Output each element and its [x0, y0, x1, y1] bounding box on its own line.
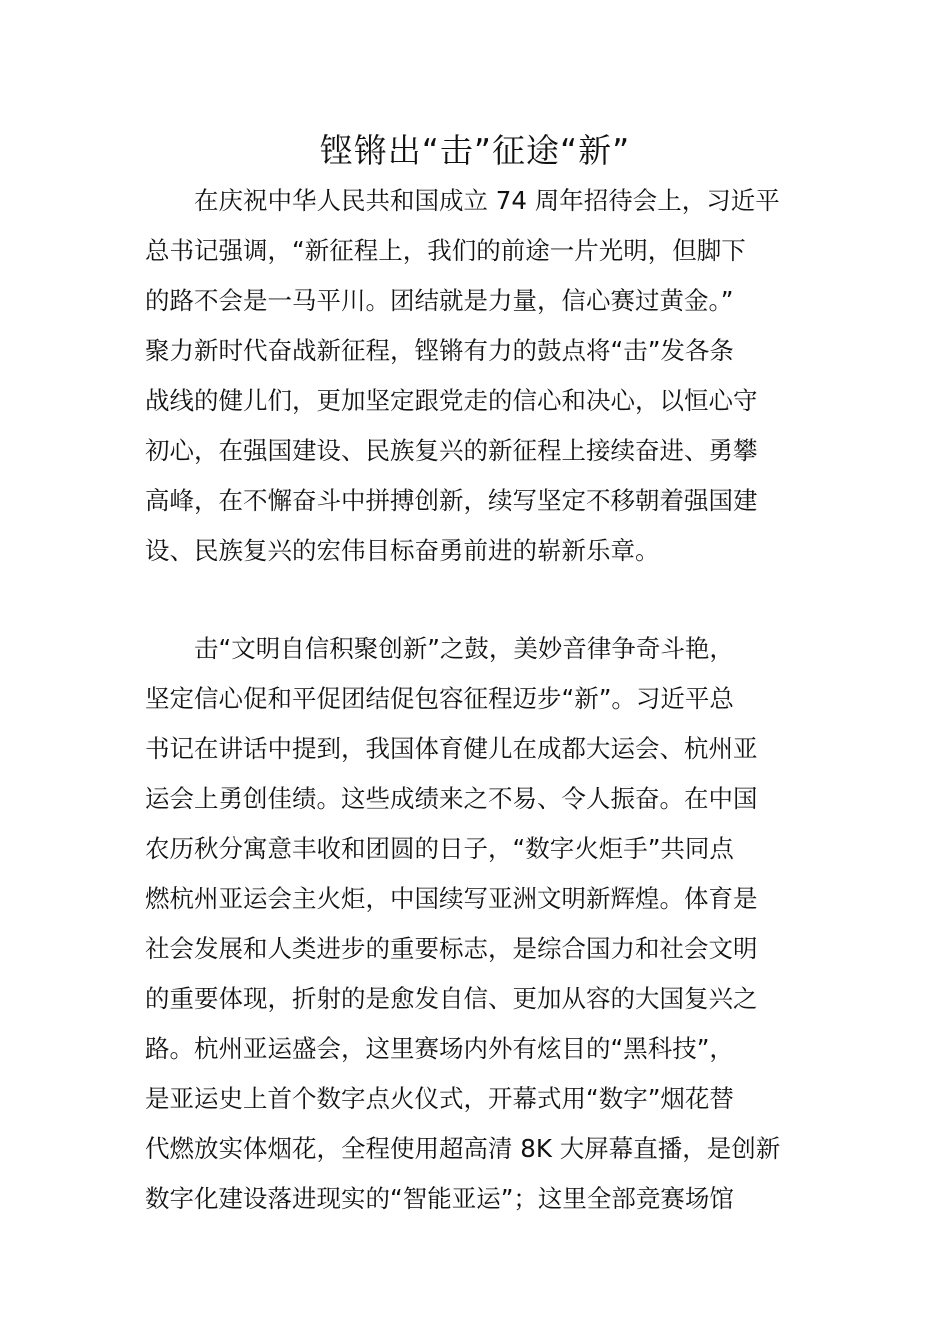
- text-line: 数字化建设落进现实的“智能亚运”；这里全部竞赛场馆: [145, 1184, 734, 1213]
- text-line: 在庆祝中华人民共和国成立 74 周年招待会上，习近平: [145, 186, 780, 215]
- document-title: 铿锵出“击”征途“新”: [319, 131, 631, 170]
- text-line: 的重要体现，折射的是愈发自信、更加从容的大国复兴之: [145, 984, 758, 1013]
- text-line: 代燃放实体烟花，全程使用超高清 8K 大屏幕直播，是创新: [145, 1134, 781, 1163]
- text-line: 书记在讲话中提到，我国体育健儿在成都大运会、杭州亚: [145, 734, 758, 763]
- text-line: 农历秋分寓意丰收和团圆的日子，“数字火炬手”共同点: [145, 834, 734, 863]
- text-line: 社会发展和人类进步的重要标志，是综合国力和社会文明: [145, 934, 758, 963]
- text-line: 坚定信心促和平促团结促包容征程迈步“新”。习近平总: [145, 684, 734, 713]
- text-line: 战线的健儿们，更加坚定跟党走的信心和决心，以恒心守: [145, 386, 758, 415]
- text-line: 总书记强调，“新征程上，我们的前途一片光明，但脚下: [145, 236, 746, 265]
- text-line: 运会上勇创佳绩。这些成绩来之不易、令人振奋。在中国: [145, 784, 758, 813]
- paragraph-1: [145, 176, 815, 576]
- text-line: 是亚运史上首个数字点火仪式，开幕式用“数字”烟花替: [145, 1084, 734, 1113]
- text-line: 燃杭州亚运会主火炬，中国续写亚洲文明新辉煌。体育是: [145, 884, 758, 913]
- text-line: 路。杭州亚运盛会，这里赛场内外有炫目的“黑科技”，: [145, 1034, 734, 1063]
- text-line: 聚力新时代奋战新征程，铿锵有力的鼓点将“击”发各条: [145, 336, 734, 365]
- text-line: 初心，在强国建设、民族复兴的新征程上接续奋进、勇攀: [145, 436, 758, 465]
- text-line: 设、民族复兴的宏伟目标奋勇前进的崭新乐章。: [145, 536, 660, 565]
- paragraph-2: [145, 624, 815, 1224]
- text-line: 的路不会是一马平川。团结就是力量，信心赛过黄金。”: [145, 286, 734, 315]
- text-line: 高峰，在不懈奋斗中拼搏创新，续写坚定不移朝着强国建: [145, 486, 758, 515]
- text-line: 击“文明自信积聚创新”之鼓，美妙音律争奇斗艳，: [145, 634, 734, 663]
